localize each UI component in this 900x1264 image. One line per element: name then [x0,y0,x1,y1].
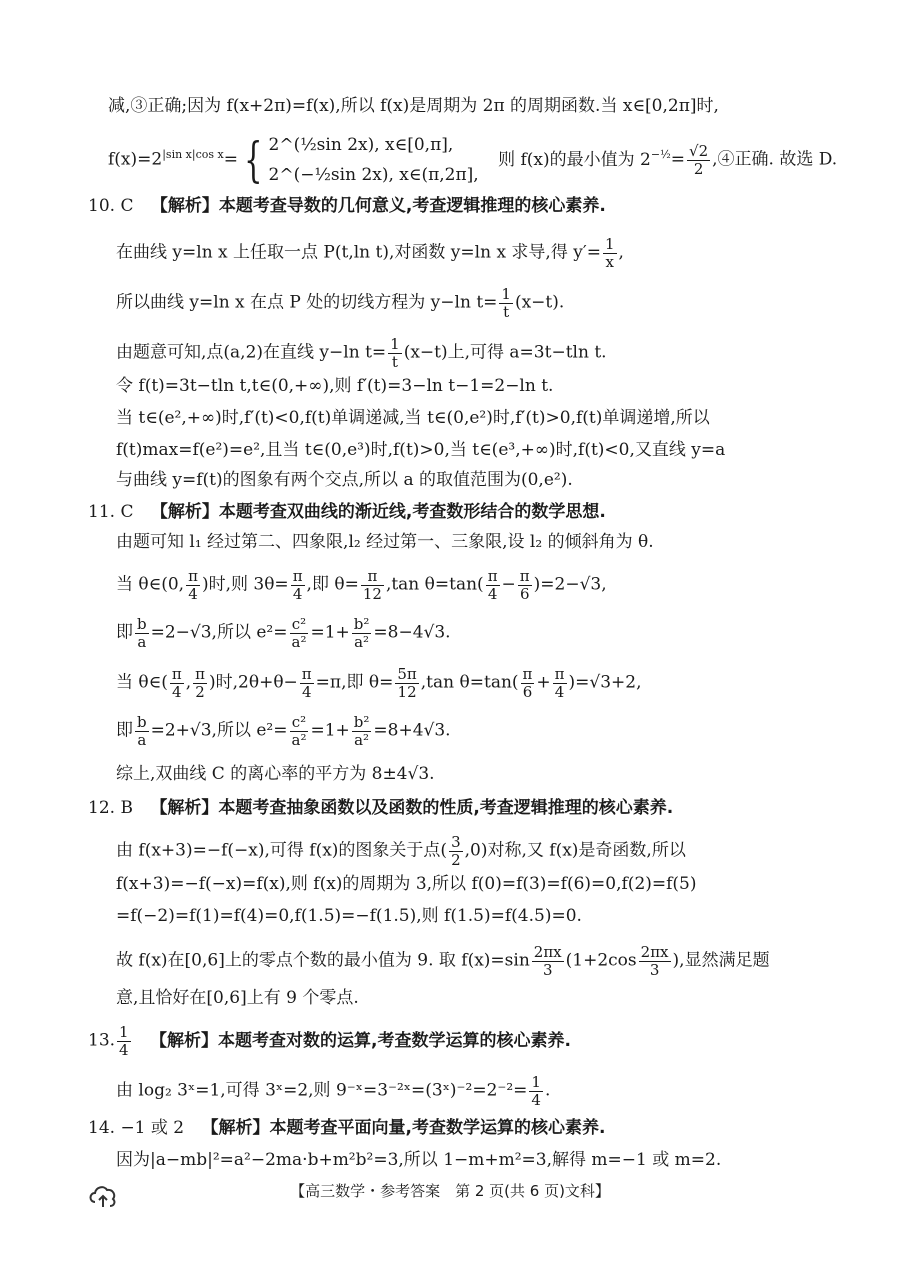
text-fragment: =2+√3,所以 e²= [150,720,288,741]
question-14 [88,1116,605,1140]
numerator: π [292,567,303,585]
fraction [300,666,314,700]
numerator: π [188,567,198,585]
denominator: t [391,352,398,371]
denominator: 12 [397,682,417,701]
text-fragment: 由 f(x+3)=−f(−x),可得 f(x)的图象关于点( [116,840,448,861]
analysis-tag: 【解析】本题考查抽象函数以及函数的性质,考查逻辑推理的核心素养. [150,798,674,818]
text-fragment: =1+ [310,720,350,741]
denominator: a² [291,730,307,749]
left-brace-icon: { [244,132,263,188]
numerator: 1 [501,285,511,303]
fraction [290,714,309,748]
answer-fraction [117,1024,131,1058]
fraction [290,616,309,650]
fraction [687,143,710,177]
denominator: 3 [542,960,553,979]
text-line: 因为|a−mb|²=a²−2ma·b+m²b²=3,所以 1−m+m²=3,解得 m=−1 或 m=2. [116,1150,722,1170]
text-fragment: (x−t)上,可得 a=3t−tln t. [403,342,607,363]
numerator: π [522,665,533,683]
text-fragment: )时,2θ+θ− [208,672,298,693]
text-fragment: 则 f(x)的最小值为 2 [498,149,651,170]
text-line: 减,③正确;因为 f(x+2π)=f(x),所以 f(x)是周期为 2π 的周期函数.当 x∈[0,2π]时, [108,96,719,116]
text-fragment: ,tan θ=tan( [385,574,484,595]
text-line [116,336,607,370]
question-11 [88,500,606,524]
text-line: 由题可知 l₁ 经过第二、四象限,l₂ 经过第一、三象限,设 l₂ 的倾斜角为 θ. [116,532,654,552]
text-fragment: =2−√3,所以 e²= [150,622,288,643]
question-number: 14. −1 或 2 [88,1118,185,1138]
question-number: 10. C [88,196,134,216]
fraction [395,666,418,700]
denominator: 2 [195,682,205,701]
question-number: 12. B [88,798,133,818]
numerator: π [301,665,312,683]
numerator: π [554,665,565,683]
text-fragment: . [544,1080,551,1101]
denominator: 4 [172,682,182,701]
numerator: b [137,713,147,731]
text-fragment: 即 [116,622,133,643]
analysis-tag: 【解析】本题考查导数的几何意义,考查逻辑推理的核心素养. [150,196,606,216]
denominator: a² [354,632,370,651]
text-fragment: 所以曲线 y=ln x 在点 P 处的切线方程为 y−ln t= [116,292,498,313]
question-number: 11. C [88,502,134,522]
fraction [186,568,200,602]
case-1: 2^(½sin 2x), x∈[0,π], [268,135,454,155]
piecewise-line [108,130,837,190]
numerator: π [487,567,498,585]
fraction [352,616,372,650]
numerator: c² [290,616,309,634]
text-line [116,568,607,602]
text-fragment: ,即 θ= [306,574,359,595]
denominator: 4 [301,682,312,701]
numerator: π [171,665,182,683]
text-line: 令 f(t)=3t−tln t,t∈(0,+∞),则 f′(t)=3−ln t−1=2−ln t. [116,376,554,396]
text-line: 意,且恰好在[0,6]上有 9 个零点. [116,988,359,1008]
text-fragment: − [501,574,516,595]
cases [269,130,479,190]
text-line: f(x+3)=−f(−x)=f(x),则 f(x)的周期为 3,所以 f(0)=f(3)=f(6)=0,f(2)=f(5) [116,874,697,894]
analysis-tag: 【解析】本题考查对数的运算,考查数学运算的核心素养. [150,1030,571,1051]
denominator: a [137,730,147,749]
denominator: 4 [119,1040,129,1059]
numerator: π [519,567,530,585]
text-fragment: (x−t). [514,292,565,313]
text-fragment: =π,即 θ= [315,672,394,693]
text-line [116,714,451,748]
text-fragment: 在曲线 y=ln x 上任取一点 P(t,ln t),对函数 y=ln x 求导,得 y′= [116,242,601,263]
text-fragment: 由题意可知,点(a,2)在直线 y−ln t= [116,342,387,363]
denominator: a² [291,632,307,651]
numerator: 1 [390,335,400,353]
text-fragment: )=2−√3, [533,574,607,595]
text-fragment: 由 log₂ 3ˣ=1,可得 3ˣ=2,则 9⁻ˣ=3⁻²ˣ=(3ˣ)⁻²=2⁻²= [116,1080,528,1101]
text-fragment: ,tan θ=tan( [420,672,519,693]
text-fragment: , [185,672,192,693]
text-fragment: 故 f(x)在[0,6]上的零点个数的最小值为 9. 取 f(x)=sin [116,950,530,971]
numerator: b² [353,713,370,731]
numerator: b² [353,615,370,633]
question-13 [88,1024,571,1058]
fraction [553,666,567,700]
denominator: 4 [554,682,565,701]
text-fragment: 当 θ∈( [116,672,168,693]
fraction [291,568,305,602]
fraction [449,834,463,868]
denominator: 3 [649,960,660,979]
text-fragment: 当 θ∈(0, [116,574,185,595]
denominator: 4 [487,584,498,603]
text-line [116,834,686,868]
fraction [486,568,500,602]
text-fragment: =8−4√3. [373,622,451,643]
analysis-tag: 【解析】本题考查双曲线的渐近线,考查数形结合的数学思想. [150,502,606,522]
fraction [135,616,149,650]
text-fragment: ,0)对称,又 f(x)是奇函数,所以 [464,840,686,861]
text-fragment: f(x)=2 [108,149,163,170]
fraction [388,336,402,370]
denominator: t [503,302,510,321]
numerator: √2 [689,142,709,160]
text-line [116,616,451,650]
fraction [518,568,532,602]
denominator: 6 [519,584,530,603]
text-fragment: = [223,149,238,170]
text-line: 综上,双曲线 C 的离心率的平方为 8±4√3. [116,764,435,784]
numerator: 2πx [533,943,562,961]
text-line [116,944,770,978]
denominator: 4 [531,1090,541,1109]
text-line [116,1074,550,1108]
numerator: 1 [531,1073,541,1091]
text-fragment: + [536,672,551,693]
case-2: 2^(−½sin 2x), x∈(π,2π], [268,165,479,185]
denominator: 4 [292,584,303,603]
text-fragment: = [670,149,686,170]
superscript: |sin x|cos x [162,147,224,161]
denominator: 12 [362,584,382,603]
denominator: x [605,252,614,271]
numerator: 2πx [640,943,669,961]
text-line [116,236,624,270]
numerator: 3 [451,833,461,851]
text-fragment: =1+ [310,622,350,643]
denominator: 2 [693,159,704,178]
fraction [521,666,535,700]
fraction [532,944,564,978]
numerator: 5π [397,665,417,683]
question-12 [88,796,673,820]
numerator: π [361,568,384,586]
denominator: 4 [188,584,198,603]
denominator: 6 [522,682,533,701]
text-line: f(t)max=f(e²)=e²,且当 t∈(0,e³)时,f(t)>0,当 t∈(e³,+∞)时,f(t)<0,又直线 y=a [116,440,726,460]
fraction [639,944,671,978]
numerator: b [137,615,147,633]
fraction [361,568,384,602]
text-fragment: )时,则 3θ= [201,574,289,595]
fraction [135,714,149,748]
superscript: −½ [650,147,671,161]
text-line: 当 t∈(e²,+∞)时,f′(t)<0,f(t)单调递减,当 t∈(0,e²)时,f′(t)>0,f(t)单调递增,所以 [116,408,710,428]
text-fragment: 即 [116,720,133,741]
fraction [499,286,513,320]
text-fragment: )=√3+2, [568,672,642,693]
fraction [529,1074,543,1108]
text-line [116,286,564,320]
numerator: 1 [604,235,615,253]
numerator: π [195,665,205,683]
text-fragment: =8+4√3. [373,720,451,741]
text-line: =f(−2)=f(1)=f(4)=0,f(1.5)=−f(1.5),则 f(1.5)=f(4.5)=0. [116,906,582,926]
text-fragment: ,④正确. 故选 D. [712,149,838,170]
text-line [116,666,642,700]
fraction [193,666,207,700]
page-footer: 【高三数学・参考答案 第 2 页(共 6 页)文科】 [290,1182,610,1200]
numerator: 1 [119,1023,129,1041]
fraction [352,714,372,748]
denominator: 2 [451,850,461,869]
text-line: 与曲线 y=f(t)的图象有两个交点,所以 a 的取值范围为(0,e²). [116,470,573,490]
denominator: a² [354,730,370,749]
question-10 [88,194,606,218]
analysis-tag: 【解析】本题考查平面向量,考查数学运算的核心素养. [201,1118,606,1138]
numerator: c² [290,714,309,732]
text-fragment: ),显然满足题 [672,950,770,971]
fraction [170,666,184,700]
fraction [603,236,617,270]
question-number: 13. [88,1030,116,1051]
denominator: a [137,632,147,651]
text-fragment: , [618,242,624,263]
text-fragment: (1+2cos [565,950,637,971]
